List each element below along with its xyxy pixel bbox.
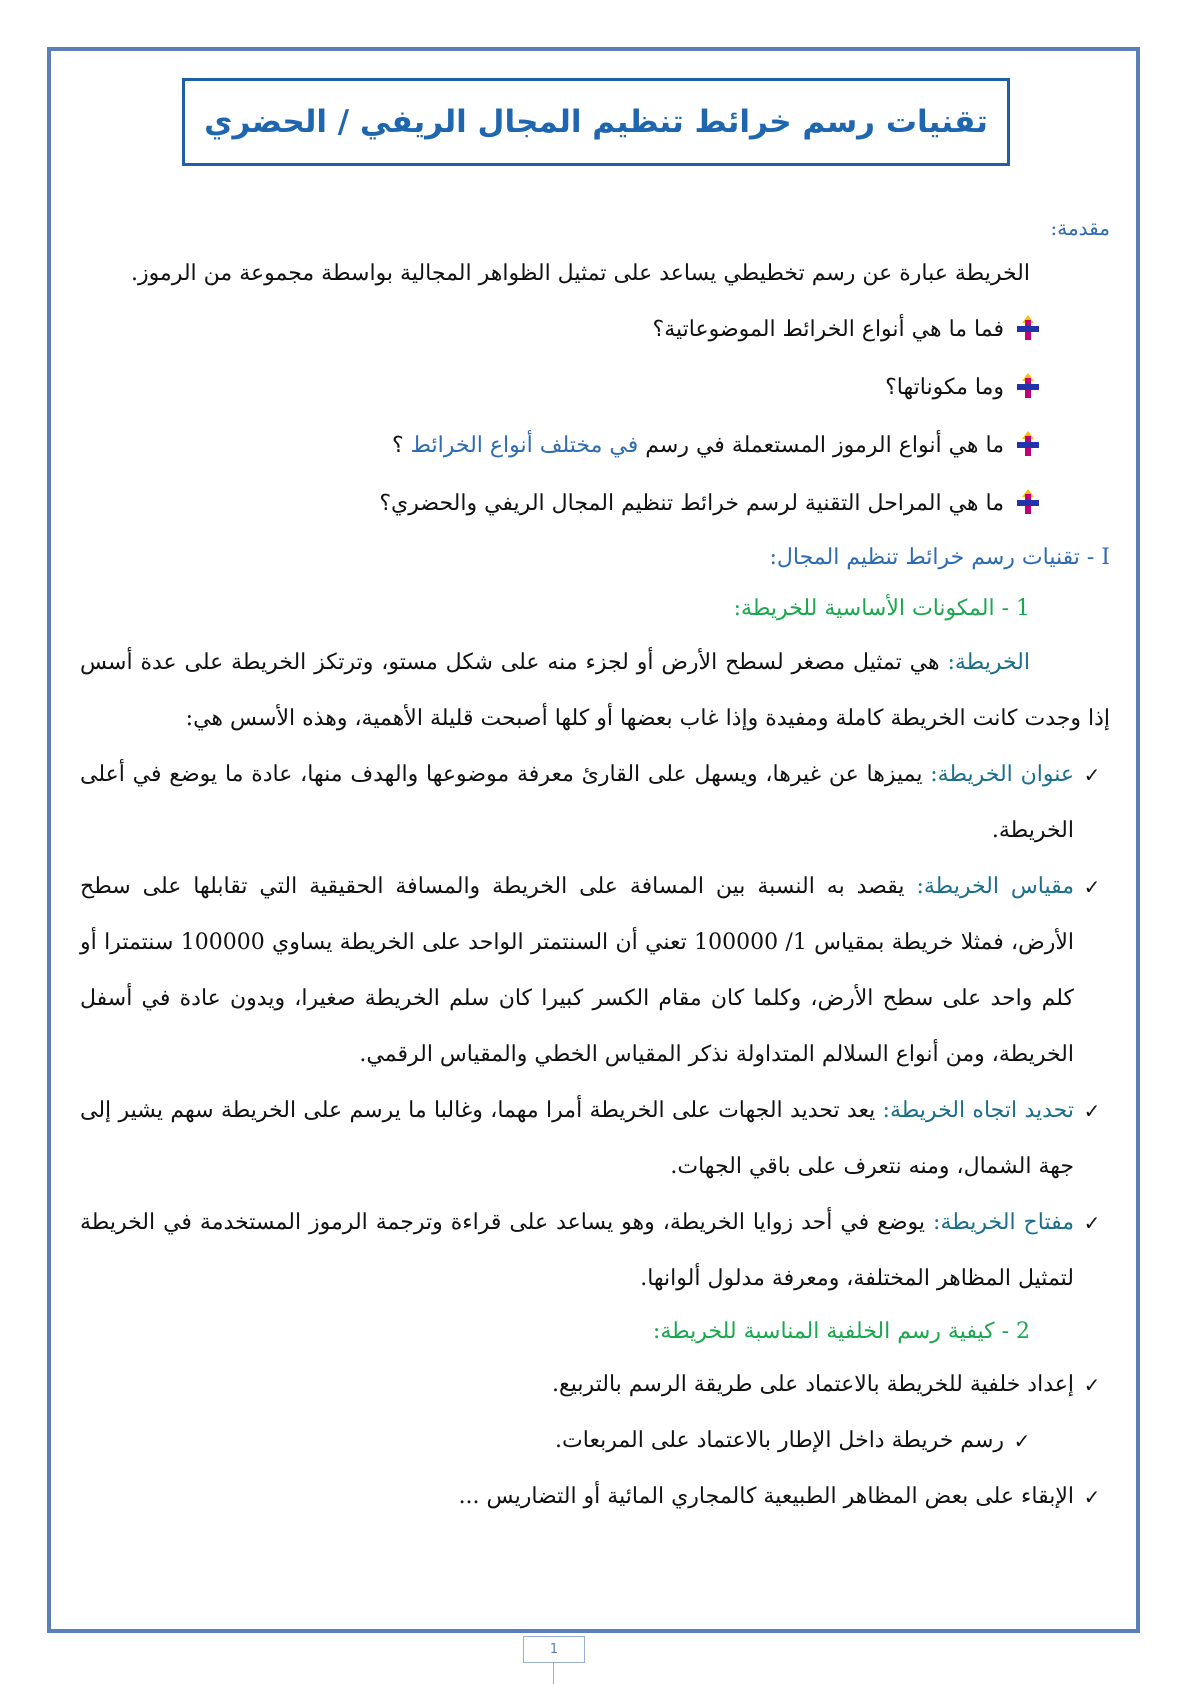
arrow-bullet-icon — [1016, 493, 1040, 515]
map-element-item — [80, 747, 1110, 859]
check-icon: ✓ — [1083, 1373, 1101, 1397]
section-heading: I - تقنيات رسم خرائط تنظيم المجال: — [769, 545, 1110, 570]
map-definition — [80, 635, 1110, 747]
item-term: تحديد اتجاه الخريطة: — [882, 1098, 1074, 1123]
item-text: يميزها عن غيرها، ويسهل على القارئ معرفة موضوعها والهدف منها، عادة ما يوضع في أعلى الخريطة. — [80, 762, 1074, 843]
question-text: ما هي المراحل التقنية لرسم خرائط تنظيم المجال الريفي والحضري؟ — [379, 491, 1004, 516]
subsection-heading: 2 - كيفية رسم الخلفية المناسبة للخريطة: — [652, 1319, 1030, 1344]
subsection-heading: 1 - المكونات الأساسية للخريطة: — [733, 596, 1030, 621]
check-icon: ✓ — [1083, 1485, 1101, 1509]
definition-text: هي تمثيل مصغر لسطح الأرض أو لجزء منه على شكل مستو، وترتكز الخريطة على عدة أسس إذا وجدت كانت الخريطة كاملة ومفيدة وإذا غاب بعضها أو كلها أصبحت قليلة الأهمية، وهذه الأسس هي: — [80, 650, 1110, 731]
question-text: فما ما هي أنواع الخرائط الموضوعاتية؟ — [652, 317, 1004, 342]
check-icon: ✓ — [1083, 875, 1101, 899]
map-element-item — [80, 1195, 1110, 1307]
intro-text: الخريطة عبارة عن رسم تخطيطي يساعد على تمثيل الظواهر المجالية بواسطة مجموعة من الرموز. — [130, 261, 1030, 286]
item-text: يعد تحديد الجهات على الخريطة أمرا مهما، وغالبا ما يرسم على الخريطة سهم يشير إلى جهة الشمال، ومنه نتعرف على باقي الجهات. — [80, 1098, 1074, 1179]
question-text: وما مكوناتها؟ — [885, 375, 1004, 400]
item-text: يقصد به النسبة بين المسافة على الخريطة والمسافة الحقيقية التي تقابلها على سطح الأرض، فمثلا خريطة بمقياس 1/ 100000 تعني أن السنتمتر الواحد على الخريطة يساوي 100000 سنتمترا أو كلم واحد على سطح الأرض، وكلما كان مقام الكسر كبيرا كان سلم الخريطة صغيرا، ويدون عادة في أسفل الخريطة، ومن أنواع السلالم المتداولة نذكر المقياس الخطي والمقياس الرقمي. — [80, 874, 1075, 1067]
map-element-item — [80, 1083, 1110, 1195]
item-term: مقياس الخريطة: — [916, 874, 1075, 899]
question-item — [80, 475, 1110, 533]
title-box — [182, 78, 1010, 166]
step-text: إعداد خلفية للخريطة بالاعتماد على طريقة الرسم بالتربيع. — [552, 1372, 1074, 1397]
definition-term: الخريطة: — [947, 650, 1030, 675]
item-term: عنوان الخريطة: — [930, 762, 1074, 787]
page-number-tick — [553, 1663, 554, 1684]
question-item — [80, 417, 1110, 475]
intro-heading: مقدمة: — [1050, 216, 1110, 240]
document-body — [80, 210, 1110, 1525]
question-highlight: في مختلف أنواع الخرائط — [410, 433, 639, 458]
arrow-bullet-icon — [1016, 435, 1040, 457]
step-text: رسم خريطة داخل الإطار بالاعتماد على المربعات. — [555, 1428, 1004, 1453]
check-icon: ✓ — [1083, 1099, 1101, 1123]
map-element-item — [80, 859, 1110, 1083]
arrow-bullet-icon — [1016, 377, 1040, 399]
step-item — [80, 1357, 1110, 1413]
question-text: ما هي أنواع الرموز المستعملة في رسم في مختلف أنواع الخرائط ؟ — [391, 433, 1004, 458]
check-icon: ✓ — [1083, 763, 1101, 787]
question-item — [80, 301, 1110, 359]
arrow-bullet-icon — [1016, 319, 1040, 341]
step-text: الإبقاء على بعض المظاهر الطبيعية كالمجاري المائية أو التضاريس ... — [458, 1484, 1074, 1509]
step-item — [80, 1413, 1110, 1469]
page-number: 1 — [523, 1636, 585, 1663]
item-text: يوضع في أحد زوايا الخريطة، وهو يساعد على قراءة وترجمة الرموز المستخدمة في الخريطة لتمثيل المظاهر المختلفة، ومعرفة مدلول ألوانها. — [80, 1210, 1074, 1291]
check-icon: ✓ — [1013, 1429, 1031, 1453]
question-item — [80, 359, 1110, 417]
page-title: تقنيات رسم خرائط تنظيم المجال الريفي / الحضري — [204, 104, 988, 140]
item-term: مفتاح الخريطة: — [933, 1210, 1074, 1235]
step-item — [80, 1469, 1110, 1525]
check-icon: ✓ — [1083, 1211, 1101, 1235]
